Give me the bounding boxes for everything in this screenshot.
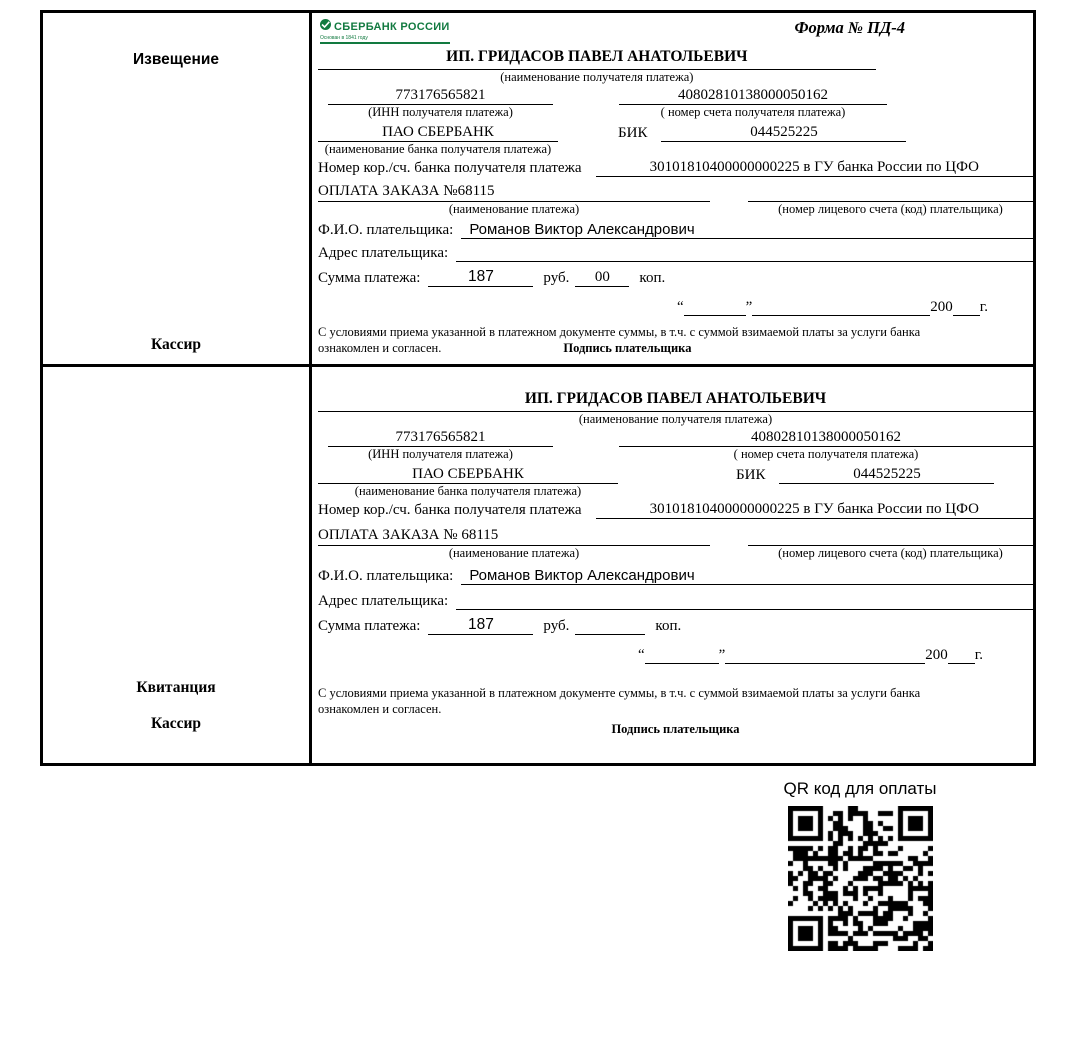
notice-main-column bbox=[312, 13, 1033, 364]
rub-label: руб. bbox=[543, 618, 570, 635]
date-month-field bbox=[725, 663, 925, 664]
bik-field: 044525225 bbox=[661, 124, 906, 142]
terms-line1: С условиями приема указанной в платежном документе суммы, в т.ч. с суммой взимаемой платы за услуги банка bbox=[318, 686, 921, 701]
date-year-label: 200 bbox=[925, 647, 948, 664]
personal-account-caption: (номер лицевого счета (код) плательщика) bbox=[778, 546, 1003, 561]
account-field: 40802810138000050162 bbox=[619, 429, 1033, 447]
form-number-label: Форма № ПД-4 bbox=[794, 18, 905, 37]
payer-signature-label: Подпись плательщика bbox=[611, 721, 740, 736]
quote-close: ” bbox=[718, 647, 726, 664]
sum-label: Сумма платежа: bbox=[318, 270, 421, 286]
date-month-field bbox=[752, 315, 930, 316]
bank-name-field: ПАО СБЕРБАНК bbox=[318, 466, 618, 484]
kop-label: коп. bbox=[639, 270, 666, 286]
receipt-section bbox=[40, 364, 1036, 766]
terms-text bbox=[318, 686, 1033, 737]
payer-address-label: Адрес плательщика: bbox=[318, 593, 449, 610]
account-caption: ( номер счета получателя платежа) bbox=[660, 105, 846, 119]
header-row bbox=[318, 18, 1033, 48]
account-field: 40802810138000050162 bbox=[619, 87, 887, 105]
sum-rub-field: 187 bbox=[428, 268, 533, 287]
date-year-field bbox=[953, 315, 980, 316]
payer-address-field bbox=[456, 261, 1033, 262]
payer-name-label: Ф.И.О. плательщика: bbox=[318, 222, 454, 238]
notice-side-column bbox=[43, 13, 312, 364]
quote-close: ” bbox=[745, 299, 753, 315]
date-line bbox=[318, 647, 1033, 664]
payer-name-label: Ф.И.О. плательщика: bbox=[318, 568, 454, 585]
bik-label: БИК bbox=[618, 125, 648, 141]
corr-account-label: Номер кор./сч. банка получателя платежа bbox=[318, 502, 582, 519]
recipient-name-field: ИП. ГРИДАСОВ ПАВЕЛ АНАТОЛЬЕВИЧ bbox=[318, 48, 876, 70]
inn-caption: (ИНН получателя платежа) bbox=[368, 447, 513, 462]
sberbank-emblem-icon bbox=[320, 18, 331, 35]
qr-label: QR код для оплаты bbox=[783, 779, 937, 798]
quote-open: “ bbox=[637, 647, 645, 664]
payer-signature-label: Подпись плательщика bbox=[563, 340, 692, 355]
receipt-title: Квитанция bbox=[136, 679, 216, 697]
recipient-caption: (наименование получателя платежа) bbox=[578, 412, 773, 427]
date-g-label: г. bbox=[974, 647, 983, 664]
sum-rub-field: 187 bbox=[428, 616, 533, 635]
payment-name-field: ОПЛАТА ЗАКАЗА № 68115 bbox=[318, 527, 710, 546]
corr-account-label: Номер кор./сч. банка получателя платежа bbox=[318, 160, 582, 176]
sberbank-logo bbox=[320, 18, 450, 44]
corr-account-field: 30101810400000000225 в ГУ банка России по ЦФО bbox=[596, 159, 1033, 177]
bik-label: БИК bbox=[736, 467, 766, 484]
quote-open: “ bbox=[676, 299, 684, 315]
terms-line2: ознакомлен и согласен. bbox=[318, 701, 442, 716]
personal-account-caption: (номер лицевого счета (код) плательщика) bbox=[778, 202, 1003, 216]
kop-label: коп. bbox=[655, 618, 682, 635]
date-year-field bbox=[948, 663, 975, 664]
payer-address-label: Адрес плательщика: bbox=[318, 245, 449, 261]
recipient-name-field: ИП. ГРИДАСОВ ПАВЕЛ АНАТОЛЬЕВИЧ bbox=[318, 390, 1033, 412]
notice-section bbox=[40, 10, 1036, 367]
account-caption: ( номер счета получателя платежа) bbox=[733, 447, 919, 462]
recipient-caption: (наименование получателя платежа) bbox=[500, 70, 694, 84]
sberbank-logo-text: СБЕРБАНК РОССИИ bbox=[334, 20, 450, 33]
sum-kop-field bbox=[575, 634, 645, 635]
date-day-field bbox=[645, 663, 719, 664]
bik-field: 044525225 bbox=[779, 466, 994, 484]
receipt-main-column bbox=[312, 367, 1033, 763]
qr-code bbox=[788, 806, 933, 951]
receipt-side-column bbox=[43, 367, 312, 763]
qr-payment-block bbox=[700, 779, 1020, 951]
payer-name-field: Романов Виктор Александрович bbox=[461, 567, 1033, 585]
corr-account-field: 30101810400000000225 в ГУ банка России по ЦФО bbox=[596, 501, 1033, 519]
sum-label: Сумма платежа: bbox=[318, 618, 421, 635]
terms-line1: С условиями приема указанной в платежном документе суммы, в т.ч. с суммой взимаемой платы за услуги банка bbox=[318, 325, 921, 339]
inn-field: 773176565821 bbox=[328, 429, 553, 447]
date-day-field bbox=[684, 315, 746, 316]
date-line bbox=[318, 299, 1033, 316]
notice-title: Извещение bbox=[133, 51, 219, 68]
payment-caption: (наименование платежа) bbox=[448, 546, 580, 561]
cashier-label: Кассир bbox=[150, 336, 202, 354]
inn-field: 773176565821 bbox=[328, 87, 553, 105]
bank-caption: (наименование банка получателя платежа) bbox=[354, 484, 582, 499]
terms-text bbox=[318, 325, 1033, 356]
bank-caption: (наименование банка получателя платежа) bbox=[324, 142, 552, 156]
date-year-label: 200 bbox=[930, 299, 953, 315]
terms-line2: ознакомлен и согласен. bbox=[318, 340, 442, 355]
sum-kop-field: 00 bbox=[575, 269, 629, 287]
inn-caption: (ИНН получателя платежа) bbox=[368, 105, 513, 119]
payment-caption: (наименование платежа) bbox=[448, 202, 580, 216]
bank-name-field: ПАО СБЕРБАНК bbox=[318, 124, 558, 142]
pd4-document bbox=[40, 10, 1036, 766]
date-g-label: г. bbox=[979, 299, 988, 315]
payment-name-field: ОПЛАТА ЗАКАЗА №68115 bbox=[318, 183, 710, 202]
sberbank-logo-tagline: Основан в 1841 году bbox=[320, 35, 368, 41]
cashier-label: Кассир bbox=[150, 715, 202, 733]
rub-label: руб. bbox=[543, 270, 570, 286]
payer-name-field: Романов Виктор Александрович bbox=[461, 221, 1033, 239]
payer-address-field bbox=[456, 609, 1033, 610]
